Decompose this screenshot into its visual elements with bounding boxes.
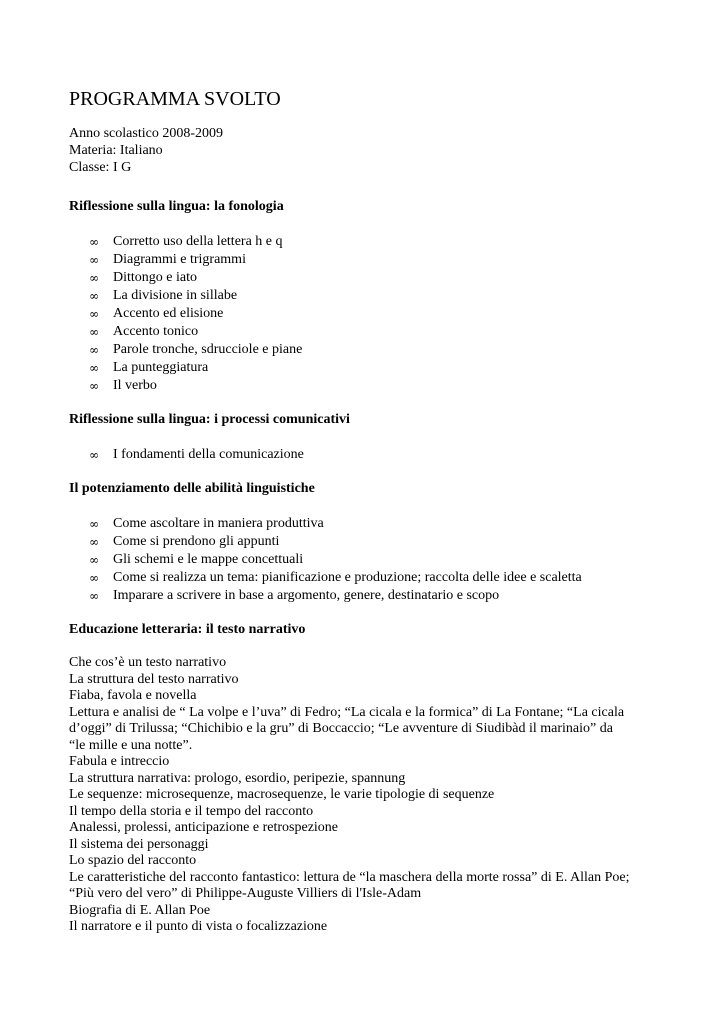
list-item-text: La divisione in sillabe [113,288,238,303]
section-heading-processi: Riflessione sulla lingua: i processi comunicativi [69,412,350,427]
list-item-text: Diagrammi e trigrammi [113,252,246,267]
body-line: d’oggi” di Trilussa; “Chichibio e la gru” di Boccaccio; “Le avventure di Siudibàd il marinaio” da [69,721,613,736]
list-item [69,569,669,587]
infinity-bullet-icon: ∞ [89,343,99,357]
section-list-fonologia [69,233,669,395]
list-item [69,533,669,551]
body-line: Fabula e intreccio [69,754,170,769]
list-item [69,323,669,341]
body-line: La struttura del testo narrativo [69,671,239,687]
body-line: Fiaba, favola e novella [69,688,197,703]
body-line: “le mille e una notte”. [69,737,193,753]
infinity-bullet-icon: ∞ [89,361,99,375]
infinity-bullet-icon: ∞ [89,289,99,303]
list-item [69,287,669,305]
list-item-text: Corretto uso della lettera h e q [113,234,283,249]
infinity-bullet-icon: ∞ [89,535,99,549]
body-line: Le caratteristiche del racconto fantastico: lettura de “la maschera della morte rossa” di E. Allan Poe; [69,869,630,885]
list-item [69,515,669,533]
infinity-bullet-icon: ∞ [89,571,99,585]
infinity-bullet-icon: ∞ [89,553,99,567]
list-item [69,269,669,287]
body-line: Il narratore e il punto di vista o focalizzazione [69,919,328,934]
section-heading-abilita: Il potenziamento delle abilità linguistiche [69,481,315,496]
meta-subject: Materia: Italiano [69,143,163,158]
list-item [69,359,669,377]
list-item [69,251,669,269]
document-title: PROGRAMMA SVOLTO [69,88,281,110]
list-item-text: Imparare a scrivere in base a argomento, genere, destinatario e scopo [113,588,500,603]
body-line: Che cos’è un testo narrativo [69,655,227,670]
list-item-text: Parole tronche, sdrucciole e piane [113,342,303,357]
document-page [69,87,669,936]
infinity-bullet-icon: ∞ [89,517,99,531]
list-item-text: Gli schemi e le mappe concettuali [113,552,304,567]
section-heading-narrativo: Educazione letteraria: il testo narrativo [69,622,306,637]
infinity-bullet-icon: ∞ [89,589,99,603]
section-heading-fonologia: Riflessione sulla lingua: la fonologia [69,199,284,214]
list-item-text: Come si realizza un tema: pianificazione e produzione; raccolta delle idee e scaletta [113,570,582,585]
list-item-text: Come si prendono gli appunti [113,534,280,549]
list-item-text: Accento tonico [113,324,199,339]
infinity-bullet-icon: ∞ [89,235,99,249]
list-item [69,233,669,251]
list-item-text: La punteggiatura [113,360,209,375]
list-item [69,341,669,359]
meta-school-year: Anno scolastico 2008-2009 [69,126,223,141]
body-line: Lettura e analisi de “ La volpe e l’uva” di Fedro; “La cicala e la formica” di La Fontane; “La cicala [69,704,625,720]
body-line: Il tempo della storia e il tempo del racconto [69,803,314,819]
infinity-bullet-icon: ∞ [89,379,99,393]
list-item-text: Accento ed elisione [113,306,224,321]
list-item [69,446,669,464]
body-line: Lo spazio del racconto [69,853,197,868]
list-item-text: I fondamenti della comunicazione [113,447,304,462]
meta-class: Classe: I G [69,160,132,175]
infinity-bullet-icon: ∞ [89,325,99,339]
infinity-bullet-icon: ∞ [89,271,99,285]
section-list-processi [69,446,669,464]
list-item [69,305,669,323]
body-line: La struttura narrativa: prologo, esordio, peripezie, spannung [69,770,406,786]
list-item [69,551,669,569]
infinity-bullet-icon: ∞ [89,448,99,462]
body-line: Analessi, prolessi, anticipazione e retrospezione [69,820,339,835]
list-item [69,377,669,395]
list-item [69,587,669,605]
body-line: Le sequenze: microsequenze, macrosequenze, le varie tipologie di sequenze [69,787,495,802]
infinity-bullet-icon: ∞ [89,307,99,321]
body-line: Il sistema dei personaggi [69,836,209,852]
body-line: “Più vero del vero” di Philippe-Auguste Villiers di l'Isle-Adam [69,886,422,901]
list-item-text: Il verbo [113,378,157,393]
section-list-abilita [69,515,669,605]
infinity-bullet-icon: ∞ [89,253,99,267]
section-body-narrativo [69,655,669,936]
list-item-text: Dittongo e iato [113,270,197,285]
document-meta [69,125,669,176]
body-line: Biografia di E. Allan Poe [69,902,211,918]
list-item-text: Come ascoltare in maniera produttiva [113,516,324,531]
